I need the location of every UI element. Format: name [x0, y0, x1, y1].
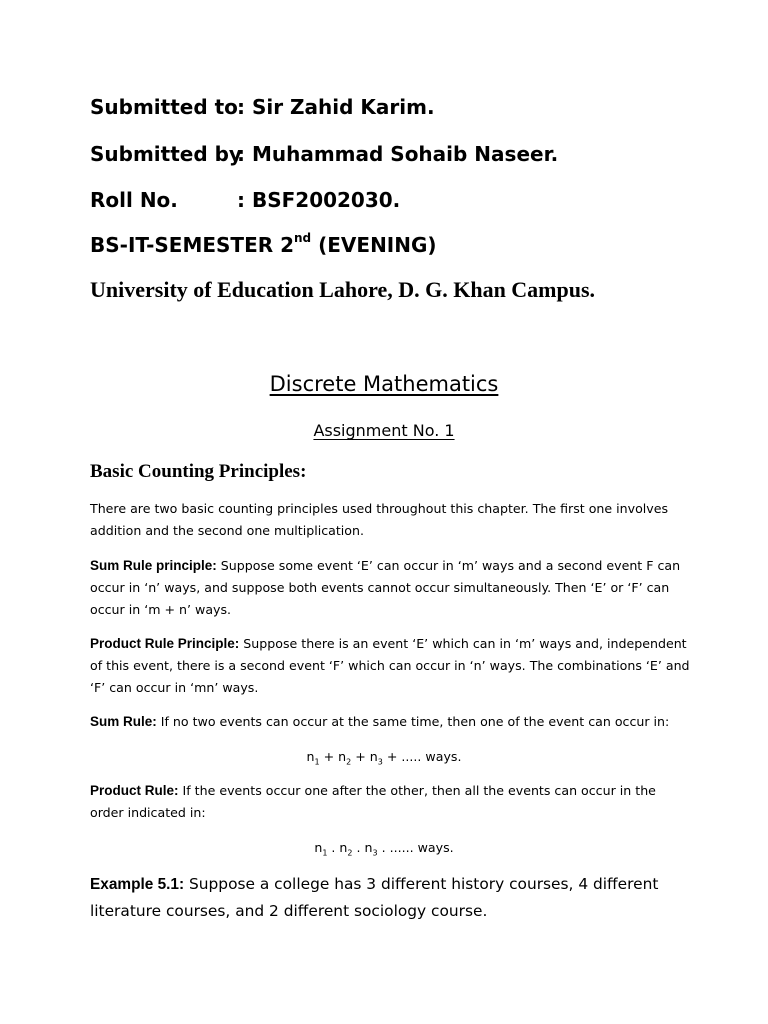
formula-term: + n [319, 749, 347, 764]
formula-subscript: 2 [346, 757, 352, 767]
section-heading: Basic Counting Principles: [90, 461, 307, 482]
formula-term: + n [351, 749, 378, 764]
sum-formula [0, 746, 768, 768]
submitted-by-label: Submitted by [90, 142, 242, 166]
sum-rule-label: Sum Rule: [90, 714, 157, 729]
sum-rule-text: If no two events can occur at the same time, then one of the event can occur in: [156, 714, 670, 729]
document-title: Discrete Mathematics [269, 372, 499, 396]
sum-rule-principle-label: Sum Rule principle: [90, 558, 217, 573]
example-label: Example 5.1: [90, 876, 185, 893]
university-name: University of Education Lahore, D. G. Khan Campus. [90, 277, 596, 302]
semester-superscript: nd [294, 231, 312, 246]
formula-term: n [314, 840, 323, 855]
product-rule-principle-label: Product Rule Principle: [90, 636, 240, 651]
product-rule-paragraph [90, 780, 690, 824]
semester-suffix: (EVENING) [311, 233, 437, 257]
formula-term: n [306, 749, 315, 764]
product-rule-label: Product Rule: [90, 783, 179, 798]
formula-subscript: 3 [372, 848, 378, 858]
formula-term: . ...... ways. [377, 840, 454, 855]
submitted-by-value: : Muhammad Sohaib Naseer. [237, 142, 559, 166]
submitted-by-line [90, 142, 558, 166]
submitted-to-line [90, 95, 435, 119]
sum-rule-paragraph [90, 711, 690, 733]
roll-number-line [90, 188, 400, 212]
formula-subscript: 3 [377, 757, 383, 767]
formula-subscript: 2 [347, 848, 353, 858]
intro-paragraph: There are two basic counting principles used throughout this chapter. The first one involves addition and the second one multiplication. [90, 501, 669, 538]
product-rule-principle-paragraph [90, 633, 690, 699]
semester-prefix: BS-IT-SEMESTER 2 [90, 233, 295, 257]
formula-term: . n [327, 840, 348, 855]
sum-rule-principle-paragraph [90, 555, 690, 621]
submitted-to-value: : Sir Zahid Karim. [237, 95, 435, 119]
roll-number-label: Roll No. [90, 188, 178, 212]
formula-term: + ..... ways. [382, 749, 462, 764]
example-text: Suppose a college has 3 different history courses, 4 different literature courses, and 2 different sociology course. [90, 875, 659, 920]
formula-term: . n [352, 840, 373, 855]
semester-line [90, 233, 437, 257]
example-paragraph [90, 871, 710, 924]
product-rule-text: If the events occur one after the other, then all the events can occur in the order indicated in: [90, 783, 656, 820]
roll-number-value: : BSF2002030. [237, 188, 401, 212]
formula-subscript: 1 [314, 757, 320, 767]
product-rule-principle-text: Suppose there is an event ‘E’ which can in ‘m’ ways and, independent of this event, there is a second event ‘F’ which can occur in ‘n’ ways. The combinations ‘E’ and ‘F’ can occur in ‘mn’ ways. [90, 636, 690, 695]
product-formula [0, 837, 768, 859]
submitted-to-label: Submitted to [90, 95, 238, 119]
sum-rule-principle-text: Suppose some event ‘E’ can occur in ‘m’ ways and a second event F can occur in ‘n’ ways, and suppose both events cannot occur simultaneously. Then ‘E’ or ‘F’ can occur in ‘m + n’ ways. [90, 558, 681, 617]
assignment-subtitle: Assignment No. 1 [313, 421, 455, 440]
formula-subscript: 1 [322, 848, 328, 858]
